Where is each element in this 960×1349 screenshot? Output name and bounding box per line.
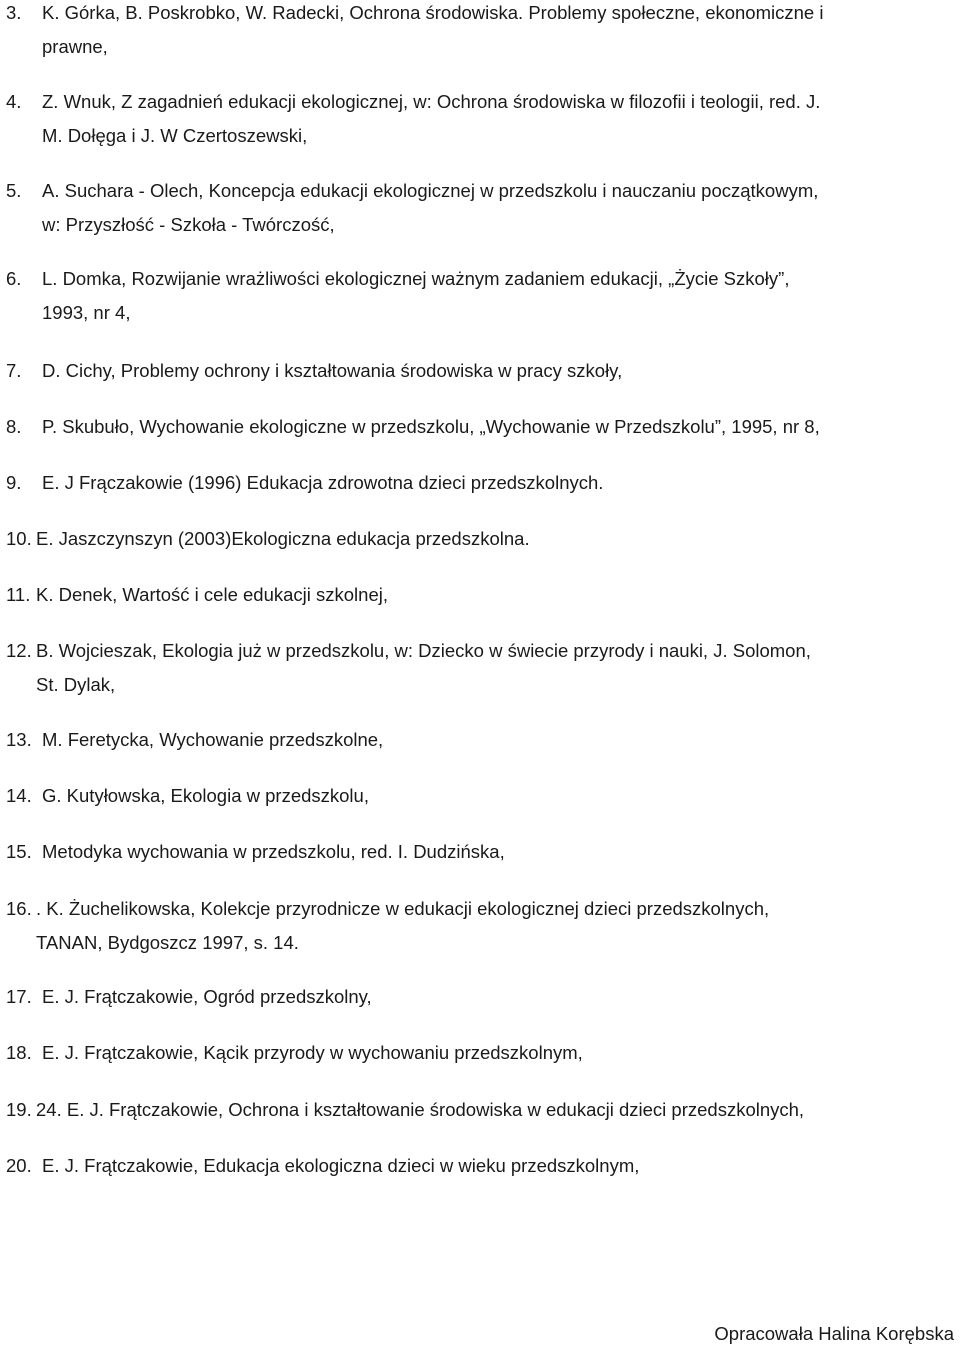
entry-number: 4.: [6, 91, 22, 112]
entry-text-line: . K. Żuchelikowska, Kolekcje przyrodnicze w edukacji ekologicznej dzieci przedszkolnych,: [36, 898, 770, 919]
entry-text-line: G. Kutyłowska, Ekologia w przedszkolu,: [42, 785, 369, 806]
entry-number: 6.: [6, 268, 22, 289]
entry-number: 11.: [6, 584, 31, 605]
entry-number: 15.: [6, 841, 32, 862]
entry-text-line: M. Feretycka, Wychowanie przedszkolne,: [42, 729, 384, 750]
author-footer: Opracowała Halina Korębska: [714, 1323, 954, 1344]
entry-text-line: St. Dylak,: [36, 674, 116, 695]
entry-text-line: K. Denek, Wartość i cele edukacji szkolnej,: [36, 584, 388, 605]
entry-number: 7.: [6, 360, 22, 381]
entry-text-line: Z. Wnuk, Z zagadnień edukacji ekologicznej, w: Ochrona środowiska w filozofii i teologii, red. J.: [42, 91, 821, 112]
entry-number: 19.: [6, 1099, 32, 1120]
entry-number: 16.: [6, 898, 32, 919]
entry-number: 18.: [6, 1042, 32, 1063]
entry-text-line: prawne,: [42, 36, 108, 57]
entry-text-line: P. Skubuło, Wychowanie ekologiczne w przedszkolu, „Wychowanie w Przedszkolu”, 1995, nr 8,: [42, 416, 820, 437]
entry-number: 5.: [6, 180, 22, 201]
entry-number: 8.: [6, 416, 22, 437]
entry-text-line: 1993, nr 4,: [42, 302, 131, 323]
entry-number: 9.: [6, 472, 22, 493]
entry-number: 13.: [6, 729, 32, 750]
entry-number: 10.: [6, 528, 32, 549]
entry-text-line: w: Przyszłość - Szkoła - Twórczość,: [42, 214, 335, 235]
entry-text-line: L. Domka, Rozwijanie wrażliwości ekologicznej ważnym zadaniem edukacji, „Życie Szkoły”,: [42, 268, 790, 289]
entry-text-line: D. Cichy, Problemy ochrony i kształtowania środowiska w pracy szkoły,: [42, 360, 623, 381]
entry-text-line: E. J Frączakowie (1996) Edukacja zdrowotna dzieci przedszkolnych.: [42, 472, 604, 493]
entry-text-line: E. J. Frątczakowie, Edukacja ekologiczna dzieci w wieku przedszkolnym,: [42, 1155, 640, 1176]
entry-text-line: B. Wojcieszak, Ekologia już w przedszkolu, w: Dziecko w świecie przyrody i nauki, J. Solomon,: [36, 640, 811, 661]
entry-text-line: A. Suchara - Olech, Koncepcja edukacji ekologicznej w przedszkolu i nauczaniu początkowym,: [42, 180, 819, 201]
entry-text-line: M. Dołęga i J. W Czertoszewski,: [42, 125, 308, 146]
entry-text-line: 24. E. J. Frątczakowie, Ochrona i kształtowanie środowiska w edukacji dzieci przedszkolnych,: [36, 1099, 805, 1120]
entry-text-line: TANAN, Bydgoszcz 1997, s. 14.: [36, 932, 299, 953]
entry-number: 17.: [6, 986, 32, 1007]
entry-number: 14.: [6, 785, 32, 806]
entry-text-line: K. Górka, B. Poskrobko, W. Radecki, Ochrona środowiska. Problemy społeczne, ekonomiczne i: [42, 2, 824, 23]
entry-number: 12.: [6, 640, 32, 661]
entry-text-line: Metodyka wychowania w przedszkolu, red. I. Dudzińska,: [42, 841, 505, 862]
entry-number: 20.: [6, 1155, 32, 1176]
entry-number: 3.: [6, 2, 22, 23]
entry-text-line: E. Jaszczynszyn (2003)Ekologiczna edukacja przedszkolna.: [36, 528, 530, 549]
entry-text-line: E. J. Frątczakowie, Ogród przedszkolny,: [42, 986, 372, 1007]
entry-text-line: E. J. Frątczakowie, Kącik przyrody w wychowaniu przedszkolnym,: [42, 1042, 583, 1063]
